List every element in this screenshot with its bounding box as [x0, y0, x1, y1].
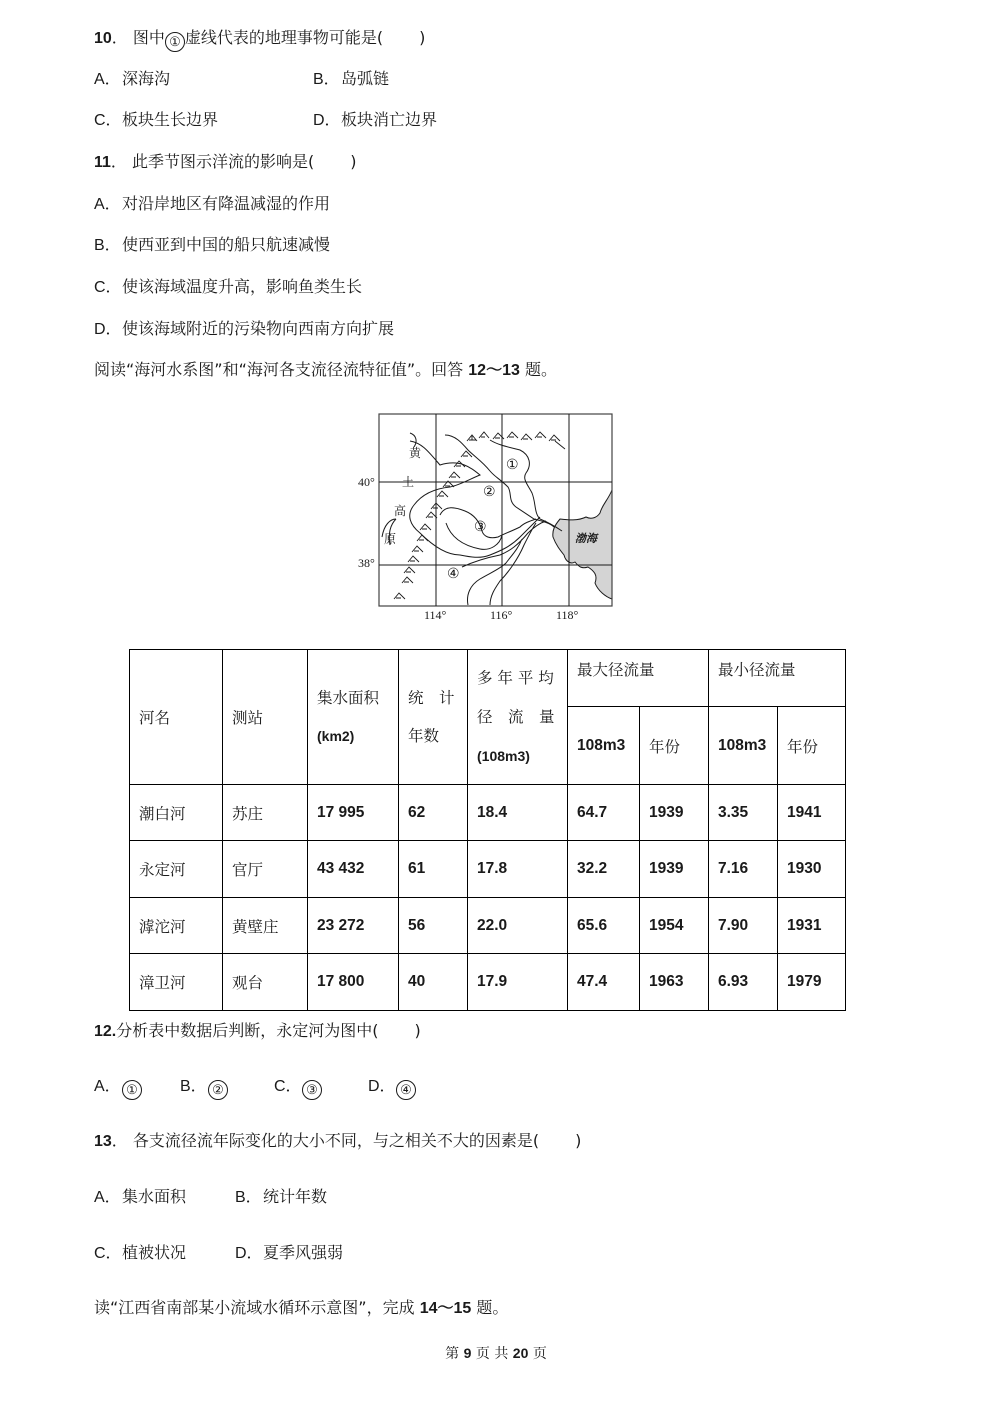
- option-text: 使西亚到中国的船只航速减慢: [122, 235, 331, 254]
- intro-text: 读“江西省南部某小流域水循环示意图”，完成: [94, 1298, 415, 1317]
- option-text: 植被状况: [122, 1243, 187, 1262]
- option-a[interactable]: A．集水面积: [94, 1187, 187, 1206]
- river-yellow-plateau: [410, 433, 540, 557]
- question-stem: 各支流径流年际变化的大小不同，与之相关不大的因素是(: [132, 1131, 540, 1150]
- river-3: [440, 508, 536, 538]
- option-c[interactable]: C．使该海域温度升高，影响鱼类生长: [94, 277, 363, 296]
- question-number: 12.: [94, 1023, 117, 1040]
- close-paren: ): [575, 1131, 582, 1150]
- river-1: [490, 440, 562, 531]
- question-number: 11: [94, 154, 111, 171]
- option-text: 对沿岸地区有降温减湿的作用: [122, 194, 331, 213]
- header-average-runoff: 多 年 平 均 径 流 量 (108m3): [468, 650, 568, 785]
- question-13: 13． 各支流径流年际变化的大小不同，与之相关不大的因素是( ): [94, 1131, 582, 1150]
- option-text: 夏季风强弱: [263, 1243, 344, 1262]
- header-station: 测站: [223, 650, 308, 785]
- option-d[interactable]: D．使该海域附近的污染物向西南方向扩展: [94, 319, 395, 338]
- question-number: 10: [94, 30, 112, 47]
- option-text: 统计年数: [263, 1187, 328, 1206]
- option-b[interactable]: B．使西亚到中国的船只航速减慢: [94, 235, 331, 254]
- question-stem: 图中: [132, 28, 165, 47]
- circled-number-2: ②: [208, 1080, 228, 1100]
- option-d[interactable]: D． ④: [368, 1076, 416, 1100]
- table-row: 永定河 官厅 43 432 61 17.8 32.2 1939 7.16 1930: [130, 841, 846, 898]
- river-marker-1: ①: [506, 458, 519, 473]
- lon-label-118: 118°: [556, 608, 579, 622]
- river-marker-3: ③: [474, 520, 487, 535]
- table-row: 漳卫河 观台 17 800 40 17.9 47.4 1963 6.93 1979: [130, 954, 846, 1011]
- option-c[interactable]: C． ③: [274, 1076, 322, 1100]
- option-text: 深海沟: [122, 69, 171, 88]
- lon-label-114: 114°: [424, 608, 447, 622]
- river-marker-4: ④: [447, 567, 460, 582]
- option-b[interactable]: B． ②: [180, 1076, 228, 1100]
- header-years: 统 计 年数: [399, 650, 468, 785]
- intro-text: 阅读“海河水系图”和“海河各支流径流特征值”。回答: [94, 360, 464, 379]
- plateau-char-2: 土: [402, 475, 415, 489]
- intro-12-13: 阅读“海河水系图”和“海河各支流径流特征值”。回答 12～13 题。: [94, 360, 557, 379]
- question-range: 14～15: [419, 1300, 472, 1317]
- circled-marker: ①: [165, 32, 185, 52]
- river-2: [445, 435, 554, 527]
- option-text: 岛弧链: [341, 69, 390, 88]
- option-text: 使该海域附近的污染物向西南方向扩展: [122, 319, 395, 338]
- close-paren: ): [350, 152, 357, 171]
- question-stem: 分析表中数据后判断，永定河为图中(: [116, 1021, 379, 1040]
- header-min-runoff: 最小径流量: [709, 650, 846, 707]
- circled-number-3: ③: [302, 1080, 322, 1100]
- current-page: 9: [463, 1345, 472, 1361]
- question-10: 10． 图中 ① 虚线代表的地理事物可能是( ): [94, 28, 425, 52]
- header-min-volume: 108m3: [709, 707, 778, 785]
- header-river: 河名: [130, 650, 223, 785]
- question-range: 12～13: [468, 362, 520, 379]
- lat-label-38: 38°: [358, 556, 375, 570]
- close-paren: ): [419, 28, 426, 47]
- question-number: 13: [94, 1133, 112, 1150]
- page-footer: 第 9 页 共 20 页: [445, 1345, 547, 1362]
- intro-14-15: 读“江西省南部某小流域水循环示意图”，完成 14～15 题。: [94, 1298, 509, 1317]
- circled-number-1: ①: [122, 1080, 142, 1100]
- option-d[interactable]: D．板块消亡边界: [313, 110, 438, 129]
- header-max-volume: 108m3: [568, 707, 640, 785]
- option-text: 集水面积: [122, 1187, 187, 1206]
- option-a[interactable]: A． ①: [94, 1076, 142, 1100]
- question-12: [94, 1021, 421, 1042]
- plateau-char-4: 原: [384, 532, 397, 546]
- haihe-river-map: [350, 405, 630, 630]
- header-area: 集水面积 (km2): [308, 650, 399, 785]
- option-d[interactable]: D．夏季风强弱: [235, 1243, 344, 1262]
- header-max-year: 年份: [640, 707, 709, 785]
- header-min-year: 年份: [778, 707, 846, 785]
- option-a[interactable]: A．深海沟: [94, 69, 171, 88]
- lon-label-116: 116°: [490, 608, 513, 622]
- question-11: 11． 此季节图示洋流的影响是( ): [94, 152, 357, 171]
- option-b[interactable]: B．统计年数: [235, 1187, 328, 1206]
- header-max-runoff: 最大径流量: [568, 650, 709, 707]
- option-b[interactable]: B．岛弧链: [313, 69, 390, 88]
- runoff-table: [129, 649, 846, 1011]
- option-text: 板块消亡边界: [341, 110, 438, 129]
- lat-label-40: 40°: [358, 475, 375, 489]
- table-row: 滹沱河 黄壁庄 23 272 56 22.0 65.6 1954 7.90 1931: [130, 898, 846, 954]
- option-text: 使该海域温度升高，影响鱼类生长: [122, 277, 363, 296]
- question-stem: 此季节图示洋流的影响是(: [132, 152, 315, 171]
- close-paren: ): [414, 1021, 421, 1040]
- option-a[interactable]: A．对沿岸地区有降温减湿的作用: [94, 194, 331, 213]
- plateau-char-1: 黄: [409, 446, 422, 460]
- option-c[interactable]: C．植被状况: [94, 1243, 187, 1262]
- option-c[interactable]: C．板块生长边界: [94, 110, 219, 129]
- plateau-char-3: 高: [394, 504, 407, 518]
- option-text: 板块生长边界: [122, 110, 219, 129]
- bohai-sea-label: 渤海: [575, 533, 597, 545]
- total-pages: 20: [512, 1345, 529, 1361]
- question-stem-rest: 虚线代表的地理事物可能是(: [184, 28, 384, 47]
- river-marker-2: ②: [483, 485, 496, 500]
- table-header-row: [130, 650, 846, 707]
- table-row: 潮白河 苏庄 17 995 62 18.4 64.7 1939 3.35 1941: [130, 785, 846, 841]
- circled-number-4: ④: [396, 1080, 416, 1100]
